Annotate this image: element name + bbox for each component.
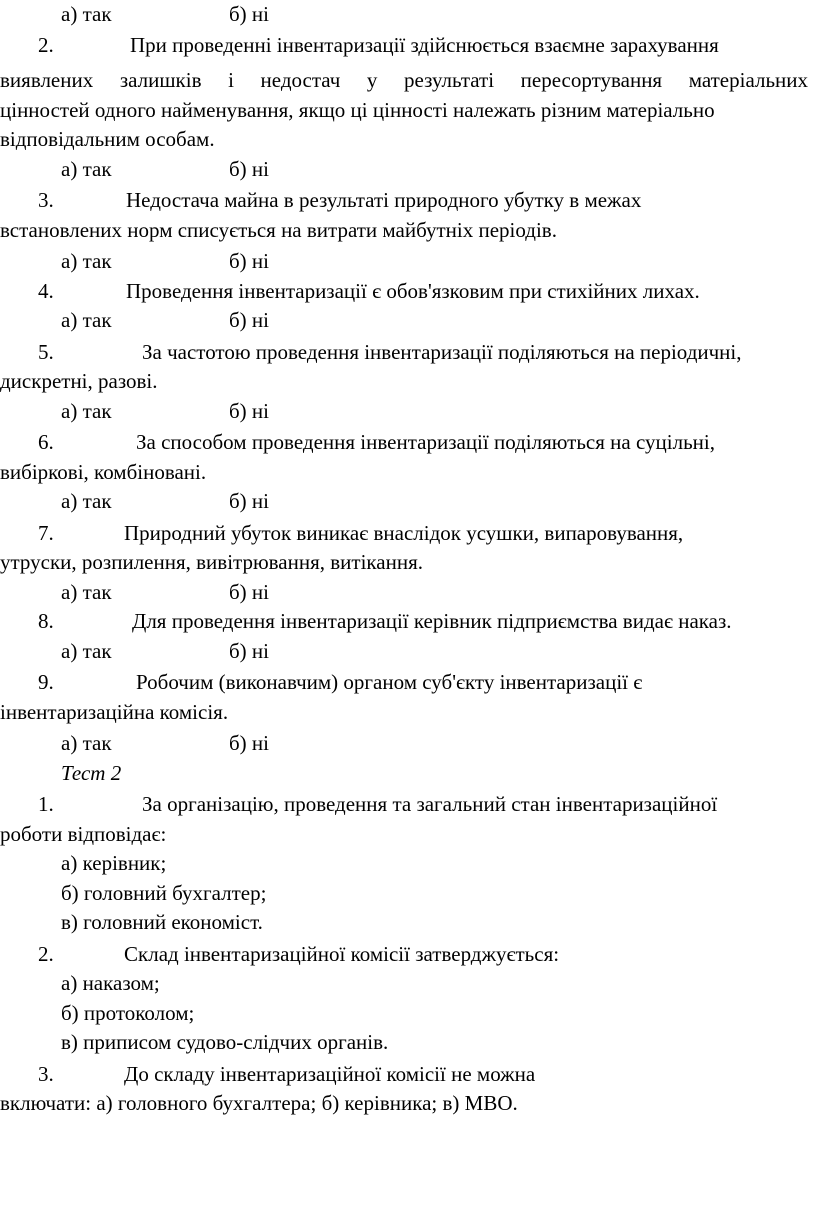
question-text-line: виявлених залишків і недостач у результаті пересортування матеріальних <box>0 68 808 92</box>
question-number: 3. <box>38 188 54 212</box>
answer-yes: а) так <box>61 579 112 604</box>
answer-no: б) ні <box>229 156 270 181</box>
question-5 <box>0 338 816 397</box>
answer-options-row <box>0 397 816 427</box>
question-text-line: Недостача майна в результаті природного убутку в межах <box>126 188 642 212</box>
question-text-line: Для проведення інвентаризації керівник підприємства видає наказ. <box>132 609 732 633</box>
test2-question-2 <box>0 940 816 970</box>
answer-yes: а) так <box>61 398 112 423</box>
question-text-line: Природний убуток виникає внаслідок усушки, випаровування, <box>124 520 684 545</box>
question-3 <box>0 186 816 245</box>
answer-no: б) ні <box>229 579 270 604</box>
question-text-line: включати: а) головного бухгалтера; б) керівника; в) МВО. <box>0 1091 518 1115</box>
question-text-line: вибіркові, комбіновані. <box>0 459 207 484</box>
question-text-line: інвентаризаційна комісія. <box>0 699 229 724</box>
question-text-line: За організацію, проведення та загальний стан інвентаризаційної <box>142 792 718 816</box>
test2-question-1 <box>0 790 816 849</box>
answer-no: б) ні <box>229 489 270 513</box>
test2-question-3 <box>0 1060 816 1119</box>
answer-option: а) наказом; <box>61 971 160 995</box>
question-text-line: При проведенні інвентаризації здійснюється взаємне зарахування <box>130 32 719 57</box>
question-number: 8. <box>38 609 54 633</box>
answer-no: б) ні <box>229 638 270 663</box>
answer-no: б) ні <box>229 2 270 26</box>
question-text-line: дискретні, разові. <box>0 369 158 393</box>
question-text-line: За частотою проведення інвентаризації поділяються на періодичні, <box>142 339 742 364</box>
question-9 <box>0 668 816 727</box>
question-text-line: утруски, розпилення, вивітрювання, витікання. <box>0 550 424 574</box>
answer-option: б) протоколом; <box>61 1000 195 1025</box>
question-7 <box>0 519 816 578</box>
answer-options-row <box>0 0 816 30</box>
question-4 <box>0 277 816 307</box>
section-heading: Тест 2 <box>61 760 122 785</box>
question-number: 2. <box>38 32 54 57</box>
question-8 <box>0 607 816 637</box>
answer-no: б) ні <box>229 249 270 273</box>
answer-options-row <box>0 487 816 517</box>
answer-option: б) головний бухгалтер; <box>61 880 267 905</box>
question-text-line: відповідальним особам. <box>0 127 215 151</box>
question-text-line: цінностей одного найменування, якщо ці цінності належать різним матеріально <box>0 97 715 122</box>
question-6 <box>0 428 816 487</box>
answer-option: а) керівник; <box>61 851 167 875</box>
question-number: 1. <box>38 792 54 816</box>
question-number: 2. <box>38 941 54 966</box>
question-number: 5. <box>38 339 54 364</box>
answer-options-row <box>0 637 816 667</box>
answer-yes: а) так <box>61 731 112 755</box>
answer-options-row <box>0 155 816 185</box>
answer-yes: а) так <box>61 489 112 513</box>
question-text-line: встановлених норм списується на витрати майбутніх періодів. <box>0 217 557 242</box>
answer-no: б) ні <box>229 731 270 755</box>
answer-yes: а) так <box>61 156 112 181</box>
answer-yes: а) так <box>61 308 112 332</box>
answer-option: в) приписом судово-слідчих органів. <box>61 1030 389 1054</box>
answer-yes: а) так <box>61 2 112 26</box>
question-number: 7. <box>38 520 54 545</box>
answer-options-row <box>0 729 816 759</box>
question-text-line: До складу інвентаризаційної комісії не можна <box>124 1061 536 1086</box>
answer-options-row <box>0 306 816 336</box>
question-text-line: роботи відповідає: <box>0 821 167 846</box>
answer-yes: а) так <box>61 638 112 663</box>
question-number: 9. <box>38 670 54 694</box>
answer-no: б) ні <box>229 308 270 332</box>
question-text-line: Проведення інвентаризації є обов'язковим при стихійних лихах. <box>126 278 700 303</box>
question-text-line: Робочим (виконавчим) органом суб'єкту інвентаризації є <box>136 670 643 694</box>
answer-option: в) головний економіст. <box>61 910 263 934</box>
question-text-line: За способом проведення інвентаризації поділяються на суцільні, <box>136 430 715 454</box>
question-number: 6. <box>38 430 54 454</box>
answer-options-row <box>0 247 816 277</box>
answer-options-row <box>0 578 816 608</box>
question-number: 4. <box>38 278 54 303</box>
question-number: 3. <box>38 1061 54 1086</box>
answer-no: б) ні <box>229 398 270 423</box>
answer-yes: а) так <box>61 249 112 273</box>
question-2 <box>0 31 816 155</box>
question-text-line: Склад інвентаризаційної комісії затверджується: <box>124 941 560 966</box>
